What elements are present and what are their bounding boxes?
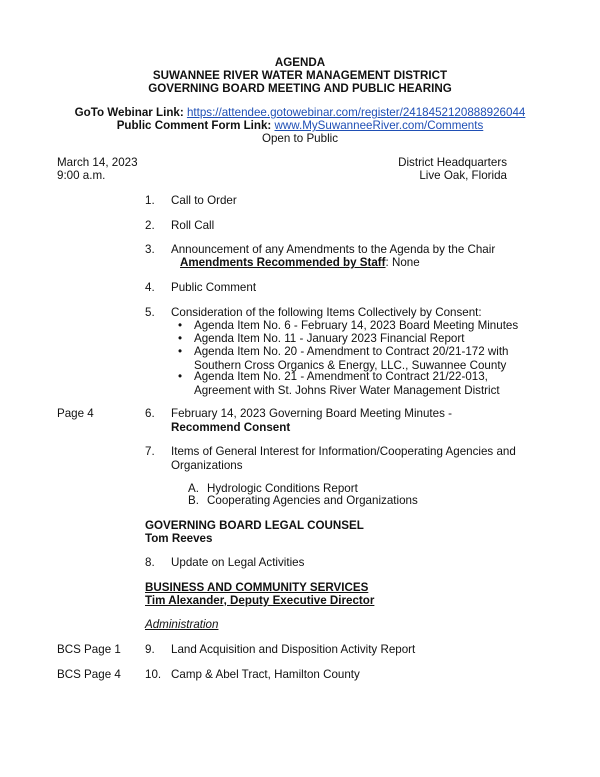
- comment-line: [0, 119, 600, 133]
- item-number: 2.: [145, 219, 155, 232]
- page-ref: BCS Page 1: [57, 643, 121, 656]
- sub-letter: B.: [188, 494, 199, 507]
- legal-section-title: GOVERNING BOARD LEGAL COUNSEL: [145, 519, 364, 532]
- recommend-consent: Recommend Consent: [171, 421, 291, 434]
- open-to-public: Open to Public: [261, 132, 339, 145]
- item-call-to-order: Call to Order: [171, 194, 237, 207]
- bullet-icon: •: [178, 345, 183, 358]
- item-minutes: [171, 407, 516, 435]
- amendments-line: [180, 256, 420, 270]
- amendments-value: : None: [385, 256, 420, 269]
- page-ref: BCS Page 4: [57, 668, 121, 681]
- item-consent: Consideration of the following Items Collectively by Consent:: [171, 306, 482, 319]
- meeting-city: Live Oak, Florida: [419, 169, 507, 182]
- meeting-time: 9:00 a.m.: [57, 169, 106, 182]
- item-number: 8.: [145, 556, 155, 569]
- item-legal-activities: Update on Legal Activities: [171, 556, 305, 569]
- meeting-title: GOVERNING BOARD MEETING AND PUBLIC HEARING: [148, 82, 452, 95]
- item-number: 7.: [145, 445, 155, 458]
- item-number: 9.: [145, 643, 155, 656]
- comment-link[interactable]: www.MySuwanneeRiver.com/Comments: [274, 119, 484, 132]
- webinar-label: GoTo Webinar Link:: [74, 106, 187, 119]
- minutes-text: February 14, 2023 Governing Board Meeting Minutes -: [171, 407, 452, 420]
- item-number: 5.: [145, 306, 155, 319]
- bcs-director-name: Tim Alexander, Deputy Executive Director: [145, 594, 375, 607]
- item-number: 3.: [145, 243, 155, 256]
- consent-bullet: Agenda Item No. 20 - Amendment to Contract 20/21-172 with Southern Cross Organics & Energy, LLC., Suwannee County: [194, 345, 509, 372]
- item-number: 6.: [145, 407, 155, 420]
- item-camp-abel-tract: Camp & Abel Tract, Hamilton County: [171, 668, 360, 681]
- bullet-icon: •: [178, 332, 183, 345]
- district-name: SUWANNEE RIVER WATER MANAGEMENT DISTRICT: [152, 69, 448, 82]
- sub-item: Hydrologic Conditions Report: [207, 482, 358, 495]
- legal-counsel-name: Tom Reeves: [145, 532, 213, 545]
- webinar-line: [0, 106, 600, 120]
- sub-letter: A.: [188, 482, 199, 495]
- webinar-link[interactable]: https://attendee.gotowebinar.com/register/2418452120888926044: [186, 106, 526, 119]
- meeting-date: March 14, 2023: [57, 156, 138, 169]
- consent-bullet: Agenda Item No. 6 - February 14, 2023 Board Meeting Minutes: [194, 319, 519, 332]
- item-announcement: Announcement of any Amendments to the Agenda by the Chair: [171, 243, 496, 256]
- item-number: 4.: [145, 281, 155, 294]
- bullet-icon: •: [178, 370, 183, 383]
- bcs-section-title: BUSINESS AND COMMUNITY SERVICES: [145, 581, 369, 594]
- bullet-icon: •: [178, 319, 183, 332]
- page-ref: Page 4: [57, 407, 94, 420]
- item-number: 1.: [145, 194, 155, 207]
- agenda-title: AGENDA: [274, 56, 326, 69]
- meeting-location: District Headquarters: [398, 156, 507, 169]
- item-number: 10.: [145, 668, 162, 681]
- consent-bullet: Agenda Item No. 11 - January 2023 Financial Report: [194, 332, 465, 345]
- administration-heading: Administration: [145, 618, 219, 631]
- amendments-label: Amendments Recommended by Staff: [180, 256, 386, 269]
- item-land-acquisition: Land Acquisition and Disposition Activity Report: [171, 643, 416, 656]
- item-general-interest: Items of General Interest for Information/Cooperating Agencies and Organizations: [171, 445, 516, 472]
- comment-label: Public Comment Form Link:: [116, 119, 275, 132]
- item-public-comment: Public Comment: [171, 281, 257, 294]
- sub-item: Cooperating Agencies and Organizations: [207, 494, 418, 507]
- consent-bullet: Agenda Item No. 21 - Amendment to Contract 21/22-013, Agreement with St. Johns River Water Management District: [194, 370, 500, 397]
- item-roll-call: Roll Call: [171, 219, 215, 232]
